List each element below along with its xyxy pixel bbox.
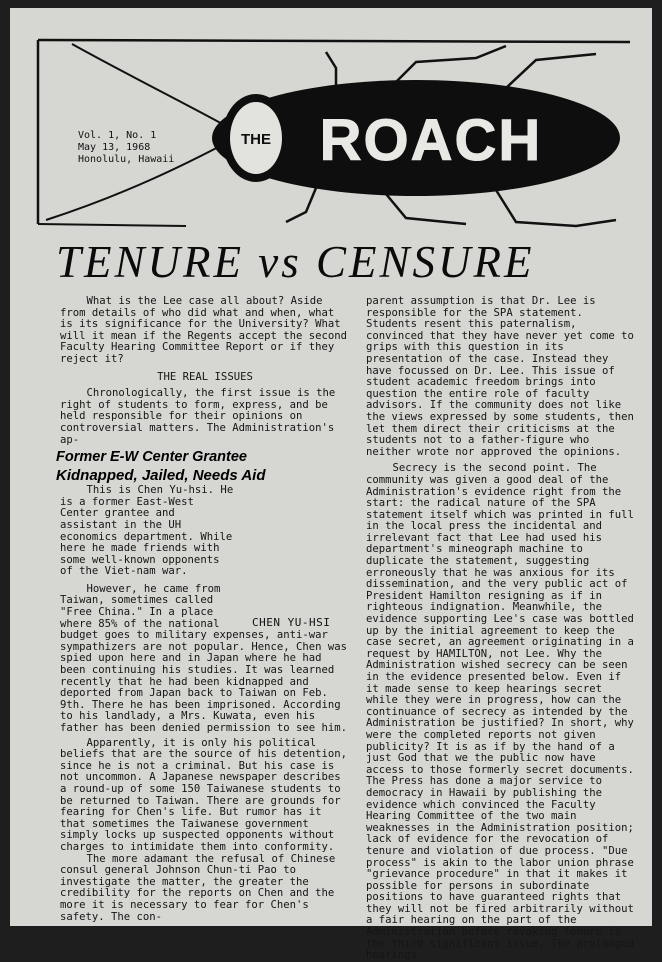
chen-paragraph-2b: budget goes to military expenses, anti-war sympathizers are not popular. Hence, Chen was spied upon here and in Japan where he had been continuing his studies. It was learned recently that he had been kidnapped and deported from Japan back to Taiwan on Feb. 9th. There he has been imprisoned. According to his landlady, a Mrs. Kuwata, even his father has been denied permission to see him.	[60, 629, 348, 734]
photo-caption: CHEN YU-HSI	[252, 616, 331, 629]
newspaper-page	[10, 8, 652, 962]
left-column	[56, 295, 350, 923]
subhead-line-2: Kidnapped, Jailed, Needs Aid	[56, 467, 266, 485]
intro-paragraph: What is the Lee case all about? Aside from details of who did what and when, what is its significance for the University? What will it mean if the Regents accept the second Faculty Hearing Committee Report or if they reject it?	[60, 295, 348, 365]
chen-paragraph-4: The more adamant the refusal of Chinese consul general Johnson Chun-ti Pao to investigate the matter, the greater the credibility for the reports on Chen and the more it is necessary to fear for Chen's safety. The con-	[60, 852, 336, 923]
right-column	[366, 296, 634, 962]
logo-the-text: THE	[241, 131, 271, 148]
chen-paragraph-2a: However, he came from Taiwan, sometimes called "Free China." In a place where 85% of the national	[60, 582, 221, 630]
right-paragraph-1: parent assumption is that Dr. Lee is responsible for the SPA statement. Students resent this paternalism, convinced that they have never yet come to grips with this question in its presentation of the case. Instead they have focussed on Dr. Lee. This issue of student academic freedom brings into question the entire role of faculty advisors. If the community does not like the views expressed by some students, then let them direct their criticisms at the students not to a father-figure who neither wrote nor approved the opinions.	[366, 295, 634, 458]
subhead-line-1: Former E-W Center Grantee	[56, 449, 247, 466]
issues-paragraph: Chronologically, the first issue is the right of students to form, express, and be held responsible for their opinions on controversial matters. The Administration's ap-	[60, 387, 336, 446]
issue-info	[78, 130, 174, 166]
issue-volume: Vol. 1, No. 1	[78, 130, 157, 141]
right-paragraph-2: Secrecy is the second point. The community was given a good deal of the Administration's evidence right from the start: the radical nature of the SPA statement itself which was printed in full in the local press the incidental and irrelevant fact that Lee had used his department's mineograph machine to duplicate the statement, suggesting erroneously that he was anxious for its dissemination, and the very public act of President Hamilton resigning as if in righteous indignation. Meanwhile, the evidence supporting Lee's case was bottled up by the initial agreement to keep the case secret, an agreement originating in a request by HAMILTON, not Lee. Why the Administration wished secrecy can be seen in the evidence presented below. Even if it made sense to keep hearings secret while they were in progress, how can the continuance of secrecy as intended by the Administration be justified? In short, why were the completed reports not given publicity? It is as if by the hand of a just God that we the public now have access to those formerly secret documents. The Press has done a major service to democracy in Hawaii by publishing the evidence which convinced the Faculty Hearing Committee of the two main weaknesses in the Administration position; lack of evidence for the revocation of tenure and violation of due process. "Due process" is akin to the labor union phrase "grievance procedure" in that it makes it possible for persons in subordinate positions to have guaranteed rights that they will not be fired arbitrarily without a fair hearing on the part of the Administration before revoking tenure is the third significant issue. The prolonged hearings	[366, 462, 634, 962]
chen-intro-paragraph: This is Chen Yu-hsi. He is a former East-West Center grantee and assistant in the UH economics department. While here he made friends with some well-known opponents of the Viet-nam war.	[60, 484, 234, 578]
section-heading: THE REAL ISSUES	[157, 370, 253, 383]
main-headline: TENURE vs CENSURE	[56, 237, 535, 287]
chen-paragraph-3: Apparently, it is only his political beliefs that are the source of his detention, since he is not a criminal. But his case is not uncommon. A Japanese newspaper describes a round-up of some 150 Taiwanese students to be returned to Taiwan. There are grounds for fearing for Chen's life. But rumor has it that sometimes the Taiwanese government simply locks up suspected opponents without charges to intimidate them into conformity.	[60, 736, 348, 853]
issue-date: May 13, 1968	[78, 142, 151, 153]
logo-roach-text: ROACH	[319, 108, 543, 173]
issue-place: Honolulu, Hawaii	[78, 154, 175, 165]
